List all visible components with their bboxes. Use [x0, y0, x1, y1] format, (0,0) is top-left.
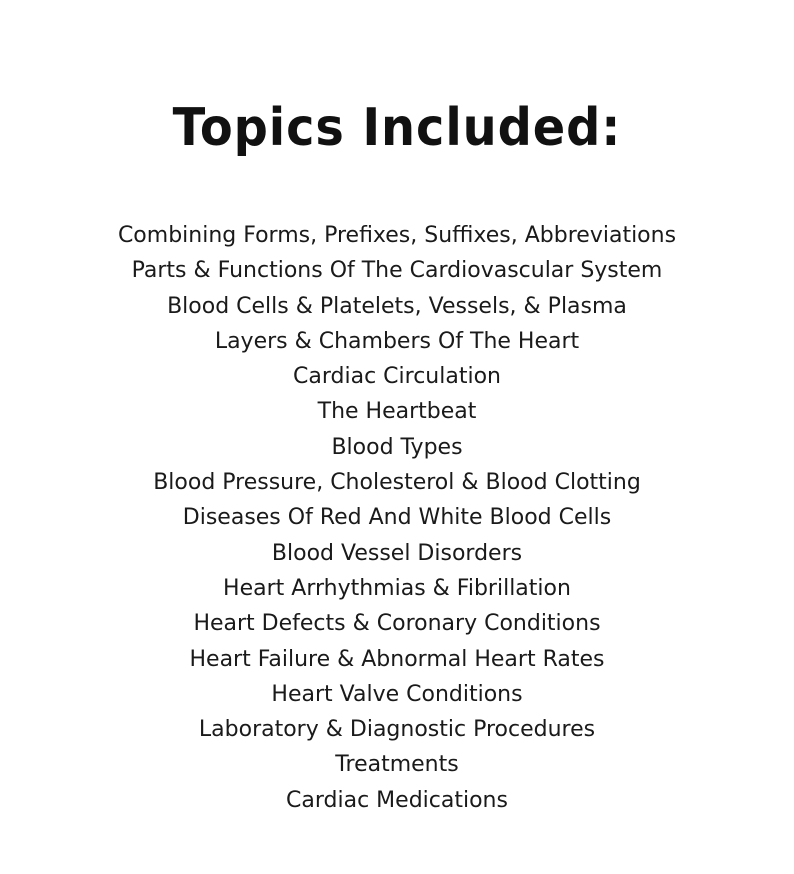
topic-item: Layers & Chambers Of The Heart — [214, 328, 580, 354]
topic-item: Parts & Functions Of The Cardiovascular System — [131, 258, 663, 284]
topic-item: Blood Vessel Disorders — [271, 540, 523, 566]
topic-item: Diseases Of Red And White Blood Cells — [182, 505, 612, 531]
topic-item: The Heartbeat — [317, 399, 477, 425]
topic-item: Heart Arrhythmias & Fibrillation — [223, 575, 571, 601]
topic-list — [0, 218, 794, 818]
topic-item: Blood Types — [331, 434, 463, 460]
topic-item: Treatments — [335, 752, 459, 778]
topic-item: Heart Failure & Abnormal Heart Rates — [189, 646, 605, 672]
topic-item: Cardiac Medications — [286, 787, 508, 813]
topic-item: Laboratory & Diagnostic Procedures — [198, 717, 596, 743]
topic-item: Cardiac Circulation — [293, 364, 501, 390]
topic-item: Blood Pressure, Cholesterol & Blood Clotting — [153, 470, 641, 496]
topic-item: Heart Defects & Coronary Conditions — [193, 611, 601, 637]
topic-item: Combining Forms, Prefixes, Suffixes, Abbreviations — [117, 223, 677, 248]
topic-item: Blood Cells & Platelets, Vessels, & Plasma — [167, 293, 627, 319]
topic-item: Heart Valve Conditions — [271, 681, 523, 707]
page-title: Topics Included: — [172, 98, 622, 158]
